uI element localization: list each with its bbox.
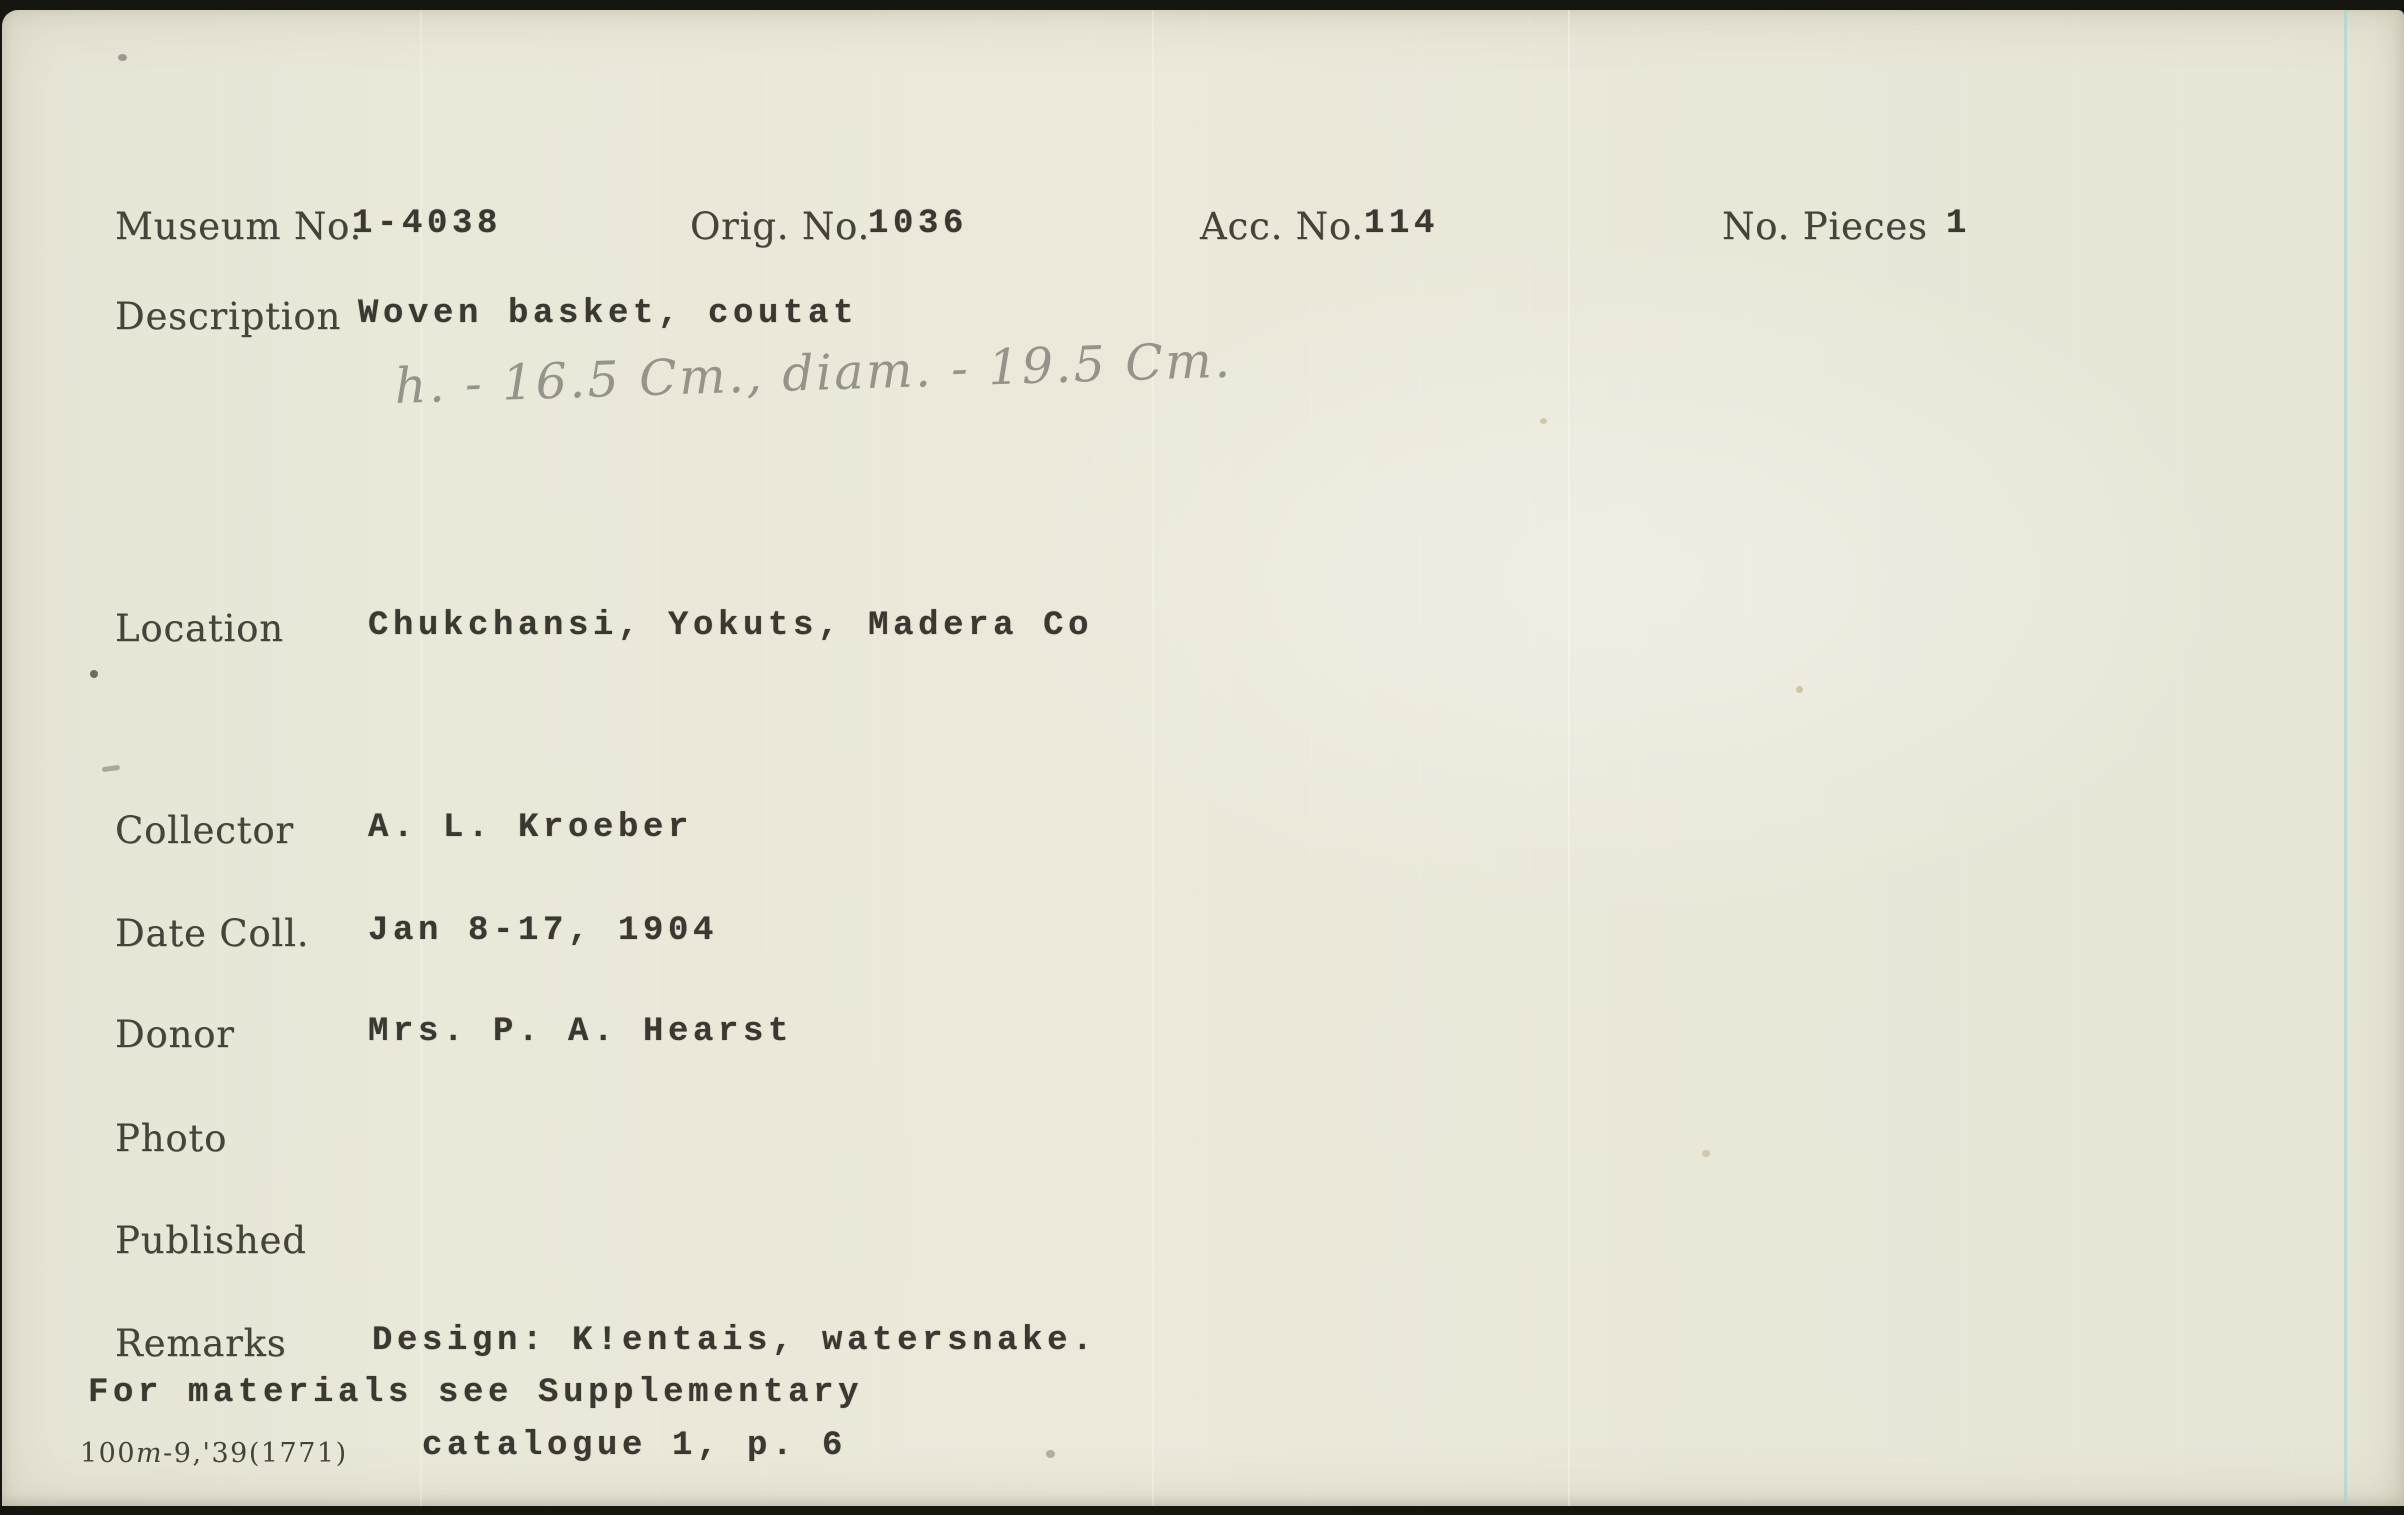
collector-label: Collector [115,809,294,852]
paper-speck [90,670,98,678]
location-value: Chukchansi, Yokuts, Madera Co [368,607,1094,645]
acc-no-value: 114 [1364,205,1440,243]
catalog-card [2,10,2404,1506]
date-coll-value: Jan 8-17, 1904 [368,912,719,950]
description-value: Woven basket, coutat [358,295,859,333]
paper-speck [1796,686,1803,693]
orig-no-label: Orig. No. [690,205,871,248]
museum-no-value: 1-4038 [352,205,503,243]
donor-label: Donor [115,1013,235,1056]
museum-no-label: Museum No. [115,205,363,248]
no-pieces-label: No. Pieces [1722,205,1928,248]
form-number [80,1440,348,1467]
form-number-suffix: -9,'39(1771) [163,1438,348,1469]
paper-streak [1152,10,1154,1506]
paper-speck [102,765,121,772]
donor-value: Mrs. P. A. Hearst [368,1013,794,1051]
paper-speck [1046,1450,1055,1458]
form-number-italic: m [136,1438,164,1469]
no-pieces-value: 1 [1946,205,1972,243]
paper-speck [1540,418,1547,424]
location-label: Location [115,607,284,650]
remarks-label: Remarks [115,1322,287,1365]
paper-speck [118,54,127,61]
form-number-prefix: 100 [80,1438,137,1469]
acc-no-label: Acc. No. [1200,205,1364,248]
paper-streak [1568,10,1570,1506]
description-label: Description [115,295,342,338]
remarks-continuation-line: catalogue 1, p. 6 [422,1427,848,1465]
published-label: Published [115,1219,307,1262]
date-coll-label: Date Coll. [115,912,310,955]
paper-speck [1702,1150,1710,1157]
handwritten-dimensions: h. - 16.5 Cm., diam. - 19.5 Cm. [393,331,1234,415]
remarks-continuation-line: For materials see Supplementary [88,1374,864,1412]
photo-label: Photo [115,1117,228,1160]
remarks-value: Design: K!entais, watersnake. [372,1322,1098,1360]
orig-no-value: 1036 [868,205,969,243]
paper-crease-teal-line [2344,10,2347,1506]
collector-value: A. L. Kroeber [368,809,694,847]
